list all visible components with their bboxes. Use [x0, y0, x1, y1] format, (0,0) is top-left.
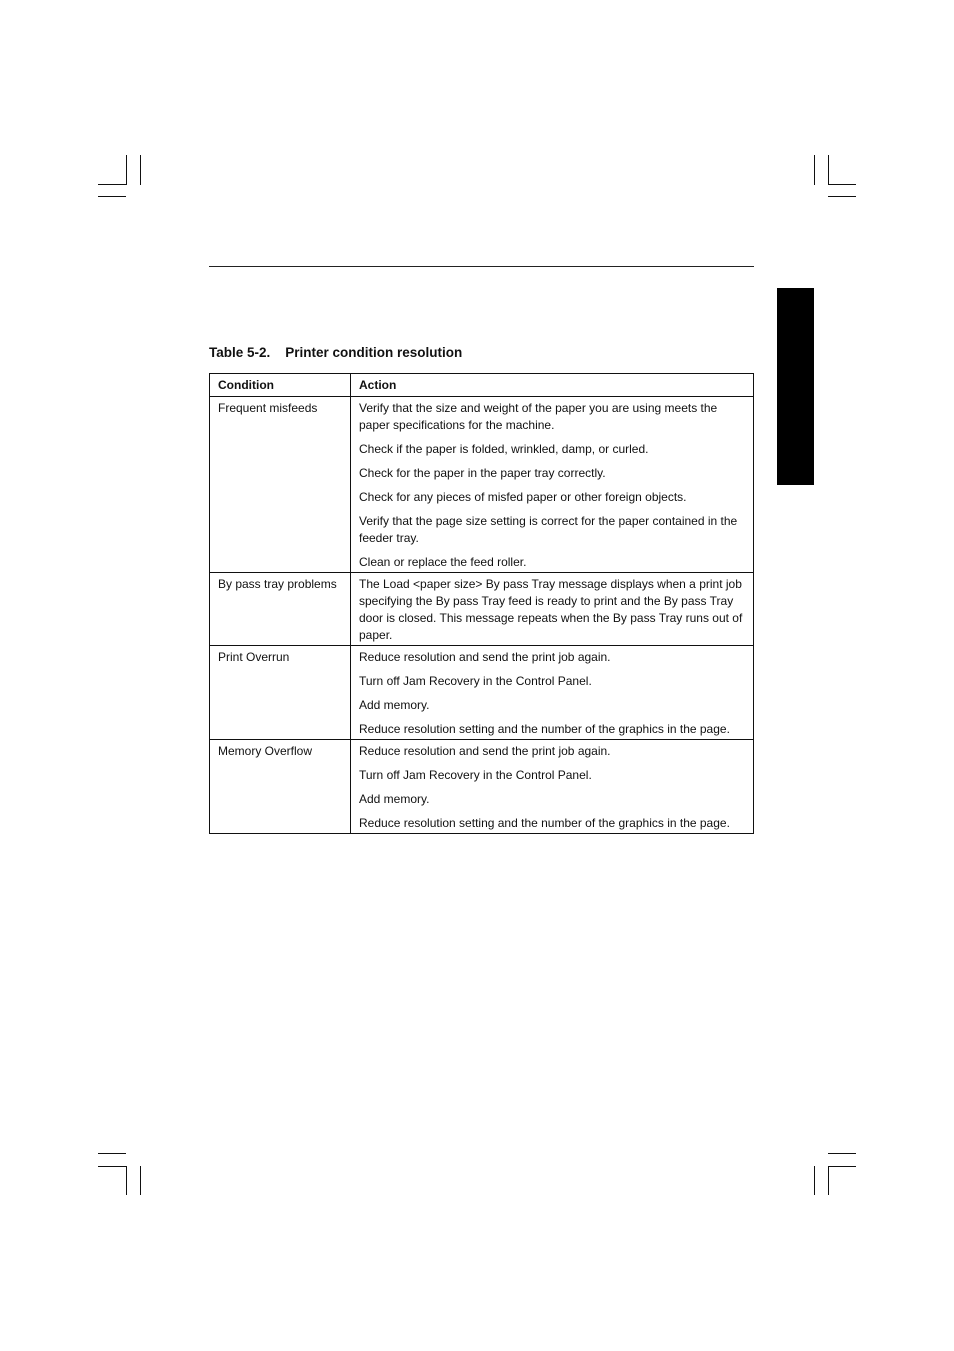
header-rule	[209, 266, 754, 267]
action-item: Turn off Jam Recovery in the Control Panel.	[359, 768, 592, 782]
table-row	[210, 740, 754, 834]
action-item: Check for the paper in the paper tray correctly.	[359, 466, 606, 480]
condition-cell: Memory Overflow	[210, 740, 351, 834]
action-cell	[351, 573, 754, 646]
action-item: Verify that the page size setting is correct for the paper contained in the feeder tray.	[359, 514, 738, 545]
crop-mark-top-right	[828, 155, 829, 185]
chapter-thumb-tab	[777, 288, 814, 485]
column-header-action: Action	[351, 374, 754, 397]
action-item: Add memory.	[359, 792, 430, 806]
table-header-row	[210, 374, 754, 397]
crop-mark-top-left	[140, 155, 141, 185]
crop-mark-top-left	[98, 196, 126, 197]
action-item: Reduce resolution and send the print job again.	[359, 744, 611, 758]
table-caption: Table 5-2. Printer condition resolution	[209, 345, 463, 360]
action-item: Clean or replace the feed roller.	[359, 555, 527, 569]
action-item: Reduce resolution setting and the number of the graphics in the page.	[359, 722, 730, 736]
table-row	[210, 573, 754, 646]
table-body	[210, 397, 754, 834]
crop-mark-bottom-right	[828, 1153, 856, 1154]
crop-mark-top-right	[828, 184, 856, 185]
action-item: Reduce resolution setting and the number of the graphics in the page.	[359, 816, 730, 830]
table-row	[210, 646, 754, 740]
action-item: Add memory.	[359, 698, 430, 712]
action-cell	[351, 740, 754, 834]
condition-cell: By pass tray problems	[210, 573, 351, 646]
action-item: The Load <paper size> By pass Tray message displays when a print job specifying the By pass Tray feed is ready to print and the By pass Tray door is closed. This message repeats when the By pass Tray runs out of paper.	[359, 577, 743, 642]
crop-mark-bottom-left	[126, 1166, 127, 1195]
table-row	[210, 397, 754, 573]
action-item: Check for any pieces of misfed paper or other foreign objects.	[359, 490, 687, 504]
crop-mark-top-left	[98, 184, 126, 185]
crop-mark-bottom-left	[140, 1166, 141, 1195]
condition-cell: Frequent misfeeds	[210, 397, 351, 573]
printer-condition-table	[209, 373, 754, 834]
crop-mark-bottom-right	[828, 1166, 829, 1195]
crop-mark-top-left	[126, 155, 127, 185]
action-item: Reduce resolution and send the print job again.	[359, 650, 611, 664]
crop-mark-bottom-right	[814, 1166, 815, 1195]
crop-mark-bottom-right	[828, 1166, 856, 1167]
crop-mark-bottom-left	[98, 1153, 126, 1154]
column-header-condition: Condition	[210, 374, 351, 397]
action-item: Turn off Jam Recovery in the Control Panel.	[359, 674, 592, 688]
crop-mark-bottom-left	[98, 1166, 126, 1167]
condition-cell: Print Overrun	[210, 646, 351, 740]
crop-mark-top-right	[828, 196, 856, 197]
action-cell	[351, 646, 754, 740]
action-cell	[351, 397, 754, 573]
crop-mark-top-right	[814, 155, 815, 185]
action-item: Verify that the size and weight of the paper you are using meets the paper specifications for the machine.	[359, 401, 718, 432]
action-item: Check if the paper is folded, wrinkled, damp, or curled.	[359, 442, 649, 456]
